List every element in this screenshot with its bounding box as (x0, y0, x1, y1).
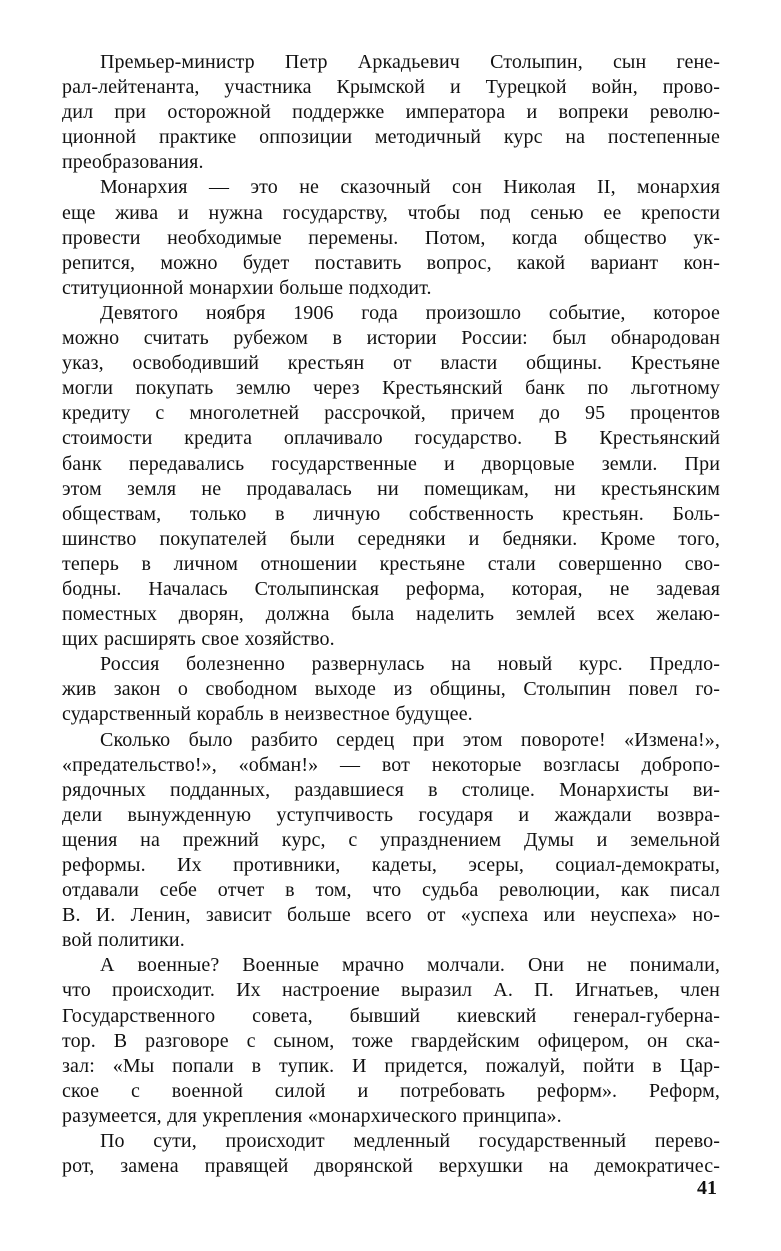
text-line: тор. В разговоре с сыном, тоже гвардейским офицером, он ска- (62, 1029, 720, 1052)
text-line: Премьер-министр Петр Аркадьевич Столыпин, сын гене- (100, 51, 720, 73)
text-line: рал-лейтенанта, участника Крымской и Турецкой войн, прово- (62, 76, 720, 99)
paragraph (62, 50, 720, 175)
text-line: разумеется, для укрепления «монархического принципа». (62, 1104, 562, 1127)
body-text (62, 50, 720, 1179)
text-line: можно считать рубежом в истории России: был обнародован (62, 327, 720, 350)
text-line: стоимости кредита оплачивало государство. В Крестьянский (62, 427, 720, 450)
paragraph (62, 301, 720, 652)
text-line: реформы. Их противники, кадеты, эсеры, социал-демократы, (62, 854, 720, 876)
paragraph (62, 652, 720, 727)
text-line: еще жива и нужна государству, чтобы под сенью ее крепости (62, 201, 720, 224)
text-line: ское с военной силой и потребовать реформ». Реформ, (62, 1079, 720, 1102)
text-line: указ, освободивший крестьян от власти общины. Крестьяне (62, 352, 720, 375)
text-line: Россия болезненно развернулась на новый курс. Предло- (100, 653, 720, 676)
text-line: кредиту с многолетней рассрочкой, причем до 95 процентов (62, 402, 720, 425)
text-line: По сути, происходит медленный государственный перево- (100, 1130, 720, 1153)
text-line: рядочных подданных, раздавшиеся в столице. Монархисты ви- (62, 778, 720, 801)
text-line: вой политики. (62, 929, 185, 952)
text-line: дели вынужденную уступчивость государя и жаждали возвра- (62, 803, 720, 826)
text-line: провести необходимые перемены. Потом, когда общество ук- (62, 226, 720, 249)
text-line: бодны. Началась Столыпинская реформа, которая, не задевая (62, 577, 720, 600)
text-line: сударственный корабль в неизвестное будущее. (62, 703, 473, 726)
text-line: теперь в личном отношении крестьяне стали совершенно сво- (62, 552, 720, 575)
text-line: Сколько было разбито сердец при этом повороте! «Измена!», (100, 728, 720, 751)
text-line: «предательство!», «обман!» — вот некоторые возгласы добропо- (62, 753, 720, 776)
text-line: обществам, только в личную собственность крестьян. Боль- (62, 502, 720, 525)
text-line: щения на прежний курс, с упразднением Думы и земельной (62, 828, 720, 851)
text-line: щих расширять свое хозяйство. (62, 628, 335, 651)
text-line: шинство покупателей были середняки и бедняки. Кроме того, (62, 527, 720, 550)
paragraph (62, 1129, 720, 1179)
text-line: Девятого ноября 1906 года произошло событие, которое (100, 301, 720, 324)
text-line: Государственного совета, бывший киевский генерал-губерна- (62, 1004, 720, 1027)
text-line: этом земля не продавалась ни помещикам, ни крестьянским (62, 477, 720, 500)
text-line: поместных дворян, должна была наделить землей всех желаю- (62, 603, 720, 626)
text-line: зал: «Мы попали в тупик. И придется, пожалуй, пойти в Цар- (62, 1054, 720, 1077)
text-line: рот, замена правящей дворянской верхушки на демократичес- (62, 1155, 720, 1178)
text-line: преобразования. (62, 151, 204, 174)
text-line: В. И. Ленин, зависит больше всего от «успеха или неуспеха» но- (62, 904, 720, 927)
paragraph (62, 728, 720, 954)
page-number: 41 (697, 1177, 717, 1199)
text-line: ституционной монархии больше подходит. (62, 276, 432, 299)
text-line: банк передавались государственные и дворцовые земли. При (62, 452, 720, 475)
paragraph (62, 175, 720, 300)
paragraph (62, 953, 720, 1129)
text-line: дил при осторожной поддержке императора и вопреки револю- (62, 101, 720, 124)
text-line: А военные? Военные мрачно молчали. Они не понимали, (100, 954, 720, 977)
text-line: Монархия — это не сказочный сон Николая II, монархия (100, 176, 720, 199)
text-line: жив закон о свободном выходе из общины, Столыпин повел го- (62, 678, 720, 701)
text-line: ционной практике оппозиции методичный курс на постепенные (62, 126, 720, 149)
text-line: что происходит. Их настроение выразил А. П. Игнатьев, член (62, 979, 720, 1002)
text-line: репится, можно будет поставить вопрос, какой вариант кон- (62, 251, 720, 274)
text-line: могли покупать землю через Крестьянский банк по льготному (62, 377, 720, 400)
text-line: отдавали себе отчет в том, что судьба революции, как писал (62, 879, 720, 902)
